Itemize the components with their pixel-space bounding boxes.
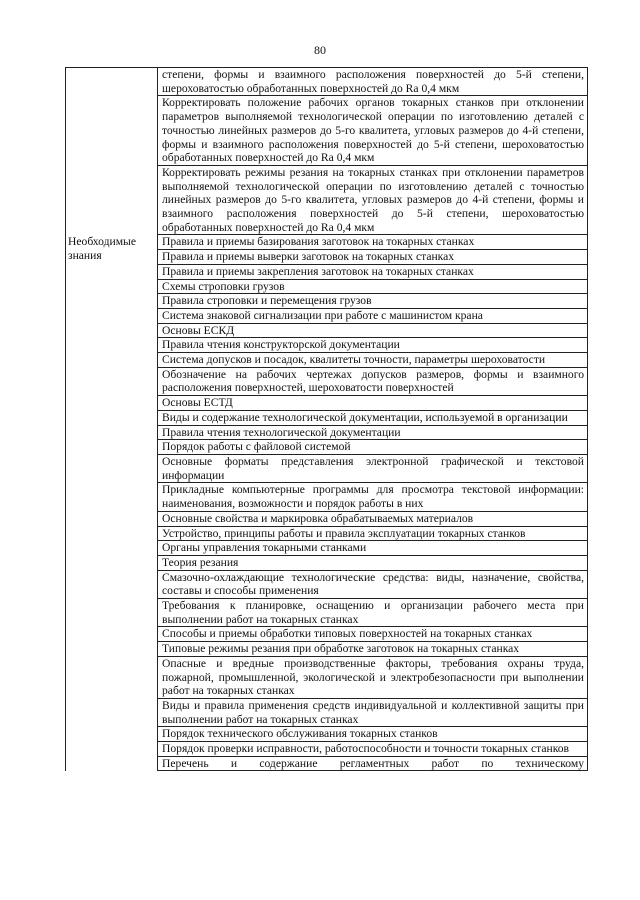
knowledge-item: Опасные и вредные производственные факторы, требования охраны труда, пожарной, промышленной, экологической и электробезопасности при выполнении работ на токарных станках: [158, 656, 588, 698]
knowledge-item: Правила строповки и перемещения грузов: [158, 294, 588, 309]
table-row: [66, 235, 588, 250]
knowledge-item: Порядок проверки исправности, работоспособности и точности токарных станков: [158, 742, 588, 757]
knowledge-item: Система допусков и посадок, квалитеты точности, параметры шероховатости: [158, 353, 588, 368]
page-number: 80: [314, 43, 326, 57]
knowledge-item: Виды и правила применения средств индивидуальной и коллективной защиты при выполнении работ на токарных станках: [158, 698, 588, 726]
table-cell: степени, формы и взаимного расположения поверхностей до 5-й степени, шероховатостью обработанных поверхностей до Ra 0,4 мкм: [158, 68, 588, 96]
table-cell: Корректировать положение рабочих органов токарных станков при отклонении параметров выполняемой технологической операции по изготовлению деталей с точностью линейных размеров до 5-го квалитета, угловых размеров до 4-й степени, формы и взаимного расположения поверхностей до 5-й степени, шероховатостью обработанных поверхностей до Ra 0,4 мкм: [158, 96, 588, 166]
knowledge-item: Типовые режимы резания при обработке заготовок на токарных станках: [158, 642, 588, 657]
knowledge-item: Виды и содержание технологической документации, используемой в организации: [158, 410, 588, 425]
knowledge-item: Правила чтения технологической документации: [158, 425, 588, 440]
knowledge-item: Теория резания: [158, 555, 588, 570]
knowledge-item: Органы управления токарными станками: [158, 541, 588, 556]
knowledge-item: Правила чтения конструкторской документации: [158, 338, 588, 353]
knowledge-item: Основные форматы представления электронной графической и текстовой информации: [158, 454, 588, 482]
knowledge-item: Перечень и содержание регламентных работ по техническому: [158, 756, 588, 771]
label-cell-empty: [66, 68, 158, 235]
knowledge-label: Необходимые знания: [66, 235, 158, 771]
knowledge-item: Обозначение на рабочих чертежах допусков размеров, формы и взаимного расположения поверхностей, шероховатости поверхностей: [158, 367, 588, 395]
knowledge-item: Правила и приемы базирования заготовок на токарных станках: [158, 235, 588, 250]
knowledge-item: Система знаковой сигнализации при работе с машинистом крана: [158, 308, 588, 323]
knowledge-item: Основные свойства и маркировка обрабатываемых материалов: [158, 511, 588, 526]
knowledge-item: Порядок работы с файловой системой: [158, 440, 588, 455]
knowledge-item: Устройство, принципы работы и правила эксплуатации токарных станков: [158, 526, 588, 541]
knowledge-item: Смазочно-охлаждающие технологические средства: виды, назначение, свойства, составы и способы применения: [158, 570, 588, 598]
table-row: [66, 68, 588, 96]
table-cell: Корректировать режимы резания на токарных станках при отклонении параметров выполняемой технологической операции по изготовлению деталей с точностью линейных размеров до 5-го квалитета, угловых размеров до 4-й степени, формы и взаимного расположения поверхностей до 5-й степени, шероховатостью обработанных поверхностей до Ra 0,4 мкм: [158, 165, 588, 235]
knowledge-item: Схемы строповки грузов: [158, 279, 588, 294]
competency-table: [65, 67, 588, 771]
knowledge-item: Основы ЕСКД: [158, 323, 588, 338]
knowledge-item: Требования к планировке, оснащению и организации рабочего места при выполнении работ на токарных станках: [158, 599, 588, 627]
knowledge-item: Порядок технического обслуживания токарных станков: [158, 727, 588, 742]
knowledge-item: Правила и приемы закрепления заготовок на токарных станках: [158, 264, 588, 279]
knowledge-item: Прикладные компьютерные программы для просмотра текстовой информации: наименования, возможности и порядок работы в них: [158, 483, 588, 511]
knowledge-item: Способы и приемы обработки типовых поверхностей на токарных станках: [158, 627, 588, 642]
knowledge-item: Основы ЕСТД: [158, 396, 588, 411]
knowledge-item: Правила и приемы выверки заготовок на токарных станках: [158, 250, 588, 265]
